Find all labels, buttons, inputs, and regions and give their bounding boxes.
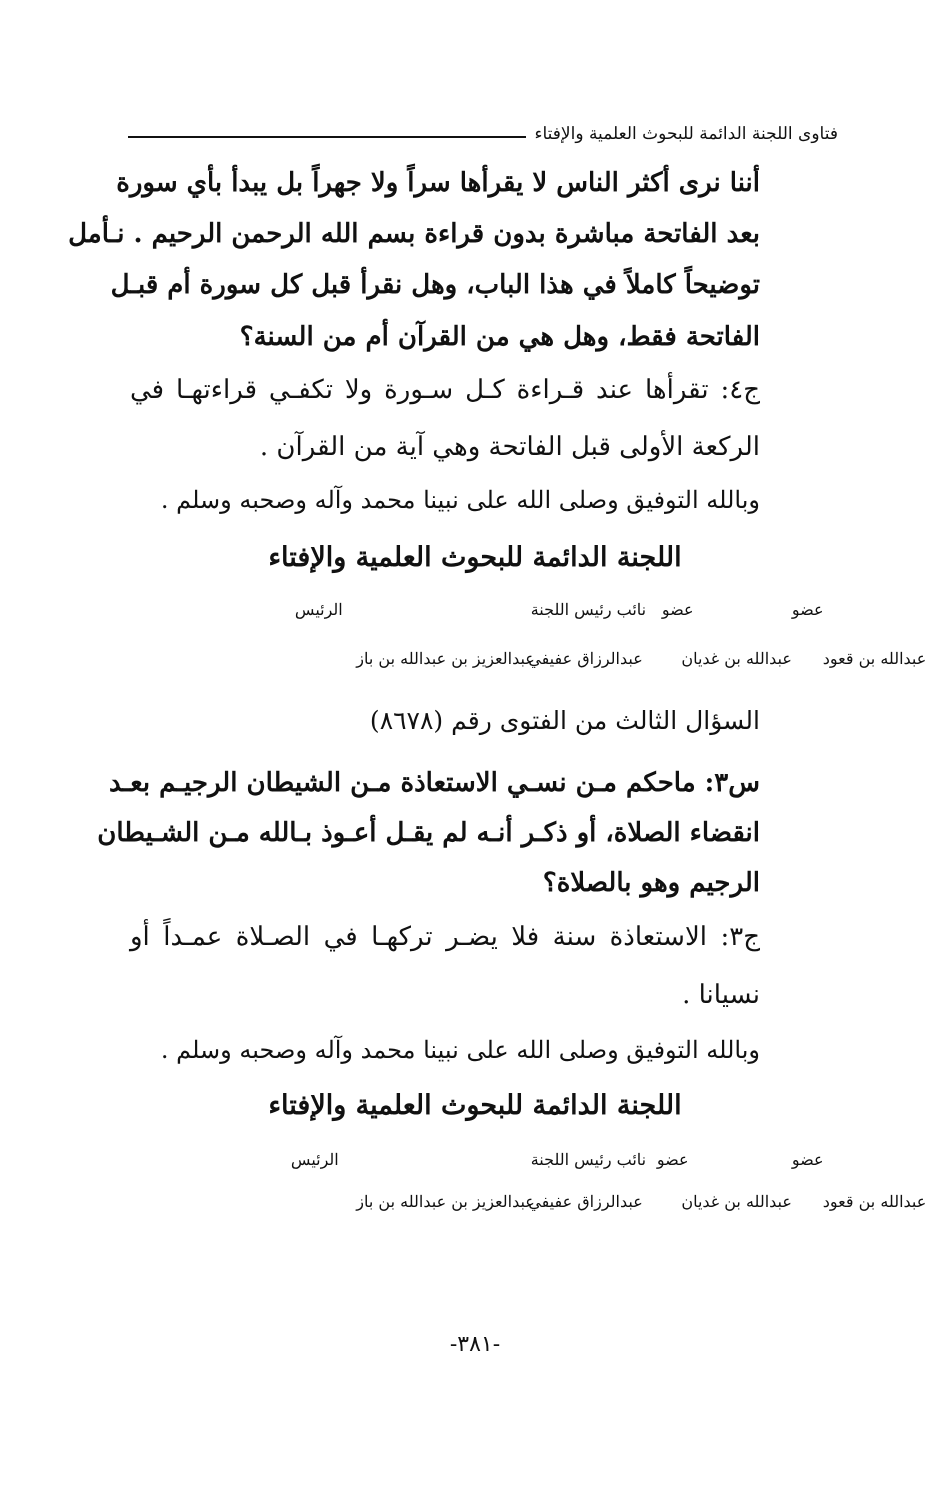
signatory-title: الرئيس [290, 1150, 339, 1169]
signatory-name: عبدالله بن غديان [681, 649, 792, 668]
fatwa-reference: السؤال الثالث من الفتوى رقم (٨٦٧٨) [369, 706, 760, 735]
question-4-line-3: توضيحاً كاملاً في هذا الباب، وهل نقرأ قبل كل سورة أم قبـل [110, 270, 760, 300]
header-title: فتاوى اللجنة الدائمة للبحوث العلمية والإفتاء [534, 124, 838, 144]
page-number: -٣٨١- [449, 1332, 501, 1357]
question-4-line-2: بعد الفاتحة مباشرة بدون قراءة بسم الله الرحمن الرحيم . نـأمل [68, 219, 760, 249]
signatory-name: عبدالرزاق عفيفي [528, 649, 643, 668]
question-3-line-1: س٣: ماحكم مـن نسـي الاستعاذة مـن الشيطان الرجيـم بعـد [109, 768, 760, 798]
answer-3-line-2: نسيانا . [682, 980, 760, 1010]
question-4-line-4: الفاتحة فقط، وهل هي من القرآن أم من السنة؟ [239, 322, 760, 352]
signatory-title: عضو [656, 1150, 689, 1169]
signatory-name: عبدالله بن قعود [822, 649, 927, 668]
signatory-title: نائب رئيس اللجنة [530, 600, 647, 619]
committee-name-1: اللجنة الدائمة للبحوث العلمية والإفتاء [268, 542, 682, 573]
signatory-name: عبدالله بن قعود [822, 1192, 927, 1211]
committee-name-2: اللجنة الدائمة للبحوث العلمية والإفتاء [268, 1090, 682, 1121]
signatory-name: عبدالعزيز بن عبدالله بن باز [356, 649, 535, 668]
signatory-title: عضو [791, 1150, 824, 1169]
answer-4-line-1: ج٤: تقرأها عند قـراءة كـل سـورة ولا تكفـي قراءتهـا في [130, 375, 760, 405]
signatory-title: عضو [791, 600, 824, 619]
signatory-titles-1 [0, 600, 950, 624]
signatory-names-1 [0, 649, 950, 673]
header-rule [128, 136, 526, 138]
signatory-title: نائب رئيس اللجنة [530, 1150, 647, 1169]
question-4-line-1: أننا نرى أكثر الناس لا يقرأها سراً ولا جهراً بل يبدأ بأي سورة [116, 168, 760, 198]
question-3-line-2: انقضاء الصلاة، أو ذكـر أنـه لم يقـل أعـوذ بـالله مـن الشـيطان [97, 818, 760, 848]
signatory-names-2 [0, 1192, 950, 1216]
answer-4-line-2: الركعة الأولى قبل الفاتحة وهي آية من القرآن . [259, 432, 760, 462]
signatory-titles-2 [0, 1150, 950, 1174]
closing-formula-2: وبالله التوفيق وصلى الله على نبينا محمد وآله وصحبه وسلم . [160, 1036, 760, 1064]
signatory-name: عبدالعزيز بن عبدالله بن باز [356, 1192, 535, 1211]
signatory-name: عبدالرزاق عفيفي [528, 1192, 643, 1211]
signatory-title: عضو [661, 600, 694, 619]
answer-3-line-1: ج٣: الاستعاذة سنة فلا يضـر تركهـا في الصـلاة عمـداً أو [130, 922, 760, 952]
signatory-name: عبدالله بن غديان [681, 1192, 792, 1211]
running-header [128, 118, 838, 144]
closing-formula-1: وبالله التوفيق وصلى الله على نبينا محمد وآله وصحبه وسلم . [160, 486, 760, 514]
signatory-title: الرئيس [294, 600, 343, 619]
question-3-line-3: الرجيم وهو بالصلاة؟ [542, 868, 760, 898]
